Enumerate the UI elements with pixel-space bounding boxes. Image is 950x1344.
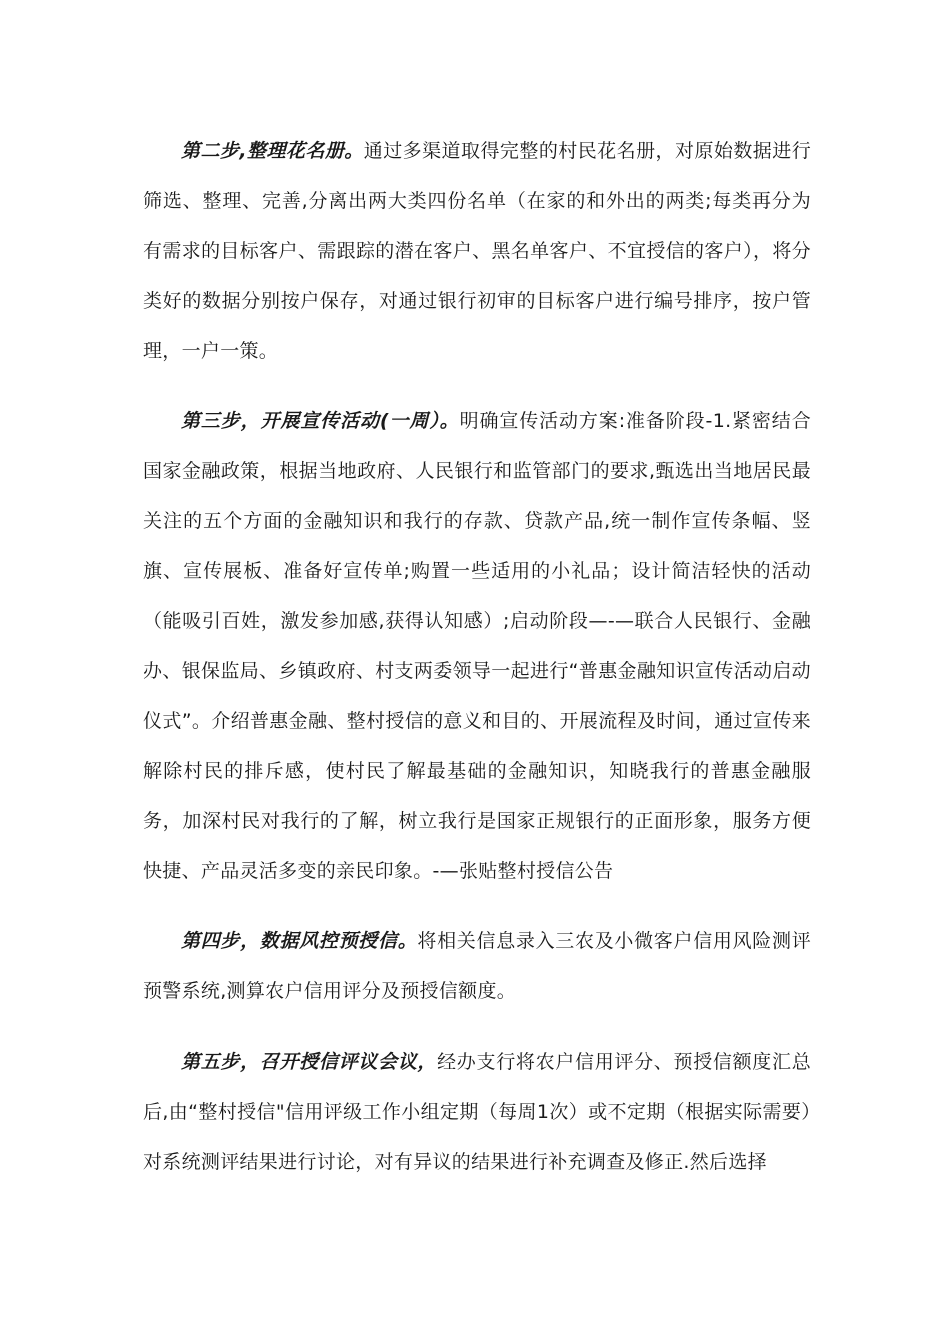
paragraph-step-4 (143, 916, 811, 1016)
step-2-heading: 第二步,整理花名册。 (181, 140, 364, 162)
paragraph-step-2 (143, 126, 811, 376)
step-3-text: 明确宣传活动方案:准备阶段-1.紧密结合国家金融政策，根据当地政府、人民银行和监管部门的要求,甄选出当地居民最关注的五个方面的金融知识和我行的存款、贷款产品,统一制作宣传条幅、竖旗、宣传展板、准备好宣传单;购置一些适用的小礼品；设计简洁轻快的活动（能吸引百姓，激发参加感,获得认知感）;启动阶段—-—联合人民银行、金融办、银保监局、乡镇政府、村支两委领导一起进行“普惠金融知识宣传活动启动仪式”。介绍普惠金融、整村授信的意义和目的、开展流程及时间，通过宣传来解除村民的排斥感，使村民了解最基础的金融知识，知晓我行的普惠金融服务，加深村民对我行的了解，树立我行是国家正规银行的正面形象，服务方便快捷、产品灵活多变的亲民印象。-—张贴整村授信公告 (143, 410, 812, 882)
paragraph-step-3 (143, 396, 811, 896)
paragraph-step-5 (143, 1037, 811, 1187)
step-2-text: 通过多渠道取得完整的村民花名册，对原始数据进行筛选、整理、完善,分离出两大类四份名单（在家的和外出的两类;每类再分为有需求的目标客户、需跟踪的潜在客户、黑名单客户、不宜授信的客户），将分类好的数据分别按户保存，对通过银行初审的目标客户进行编号排序，按户管理，一户一策。 (143, 140, 812, 362)
step-5-heading: 第五步，召开授信评议会议， (181, 1051, 438, 1073)
step-4-heading: 第四步，数据风控预授信。 (181, 930, 418, 952)
step-4-text: 将相关信息录入三农及小微客户信用风险测评预警系统,测算农户信用评分及预授信额度。 (143, 930, 811, 1002)
step-3-heading: 第三步，开展宣传活动(一周）。 (181, 410, 460, 432)
step-5-text: 经办支行将农户信用评分、预授信额度汇总后,由“整村授信"信用评级工作小组定期（每周1次）或不定期（根据实际需要）对系统测评结果进行讨论，对有异议的结果进行补充调查及修正.然后选择 (143, 1051, 812, 1173)
